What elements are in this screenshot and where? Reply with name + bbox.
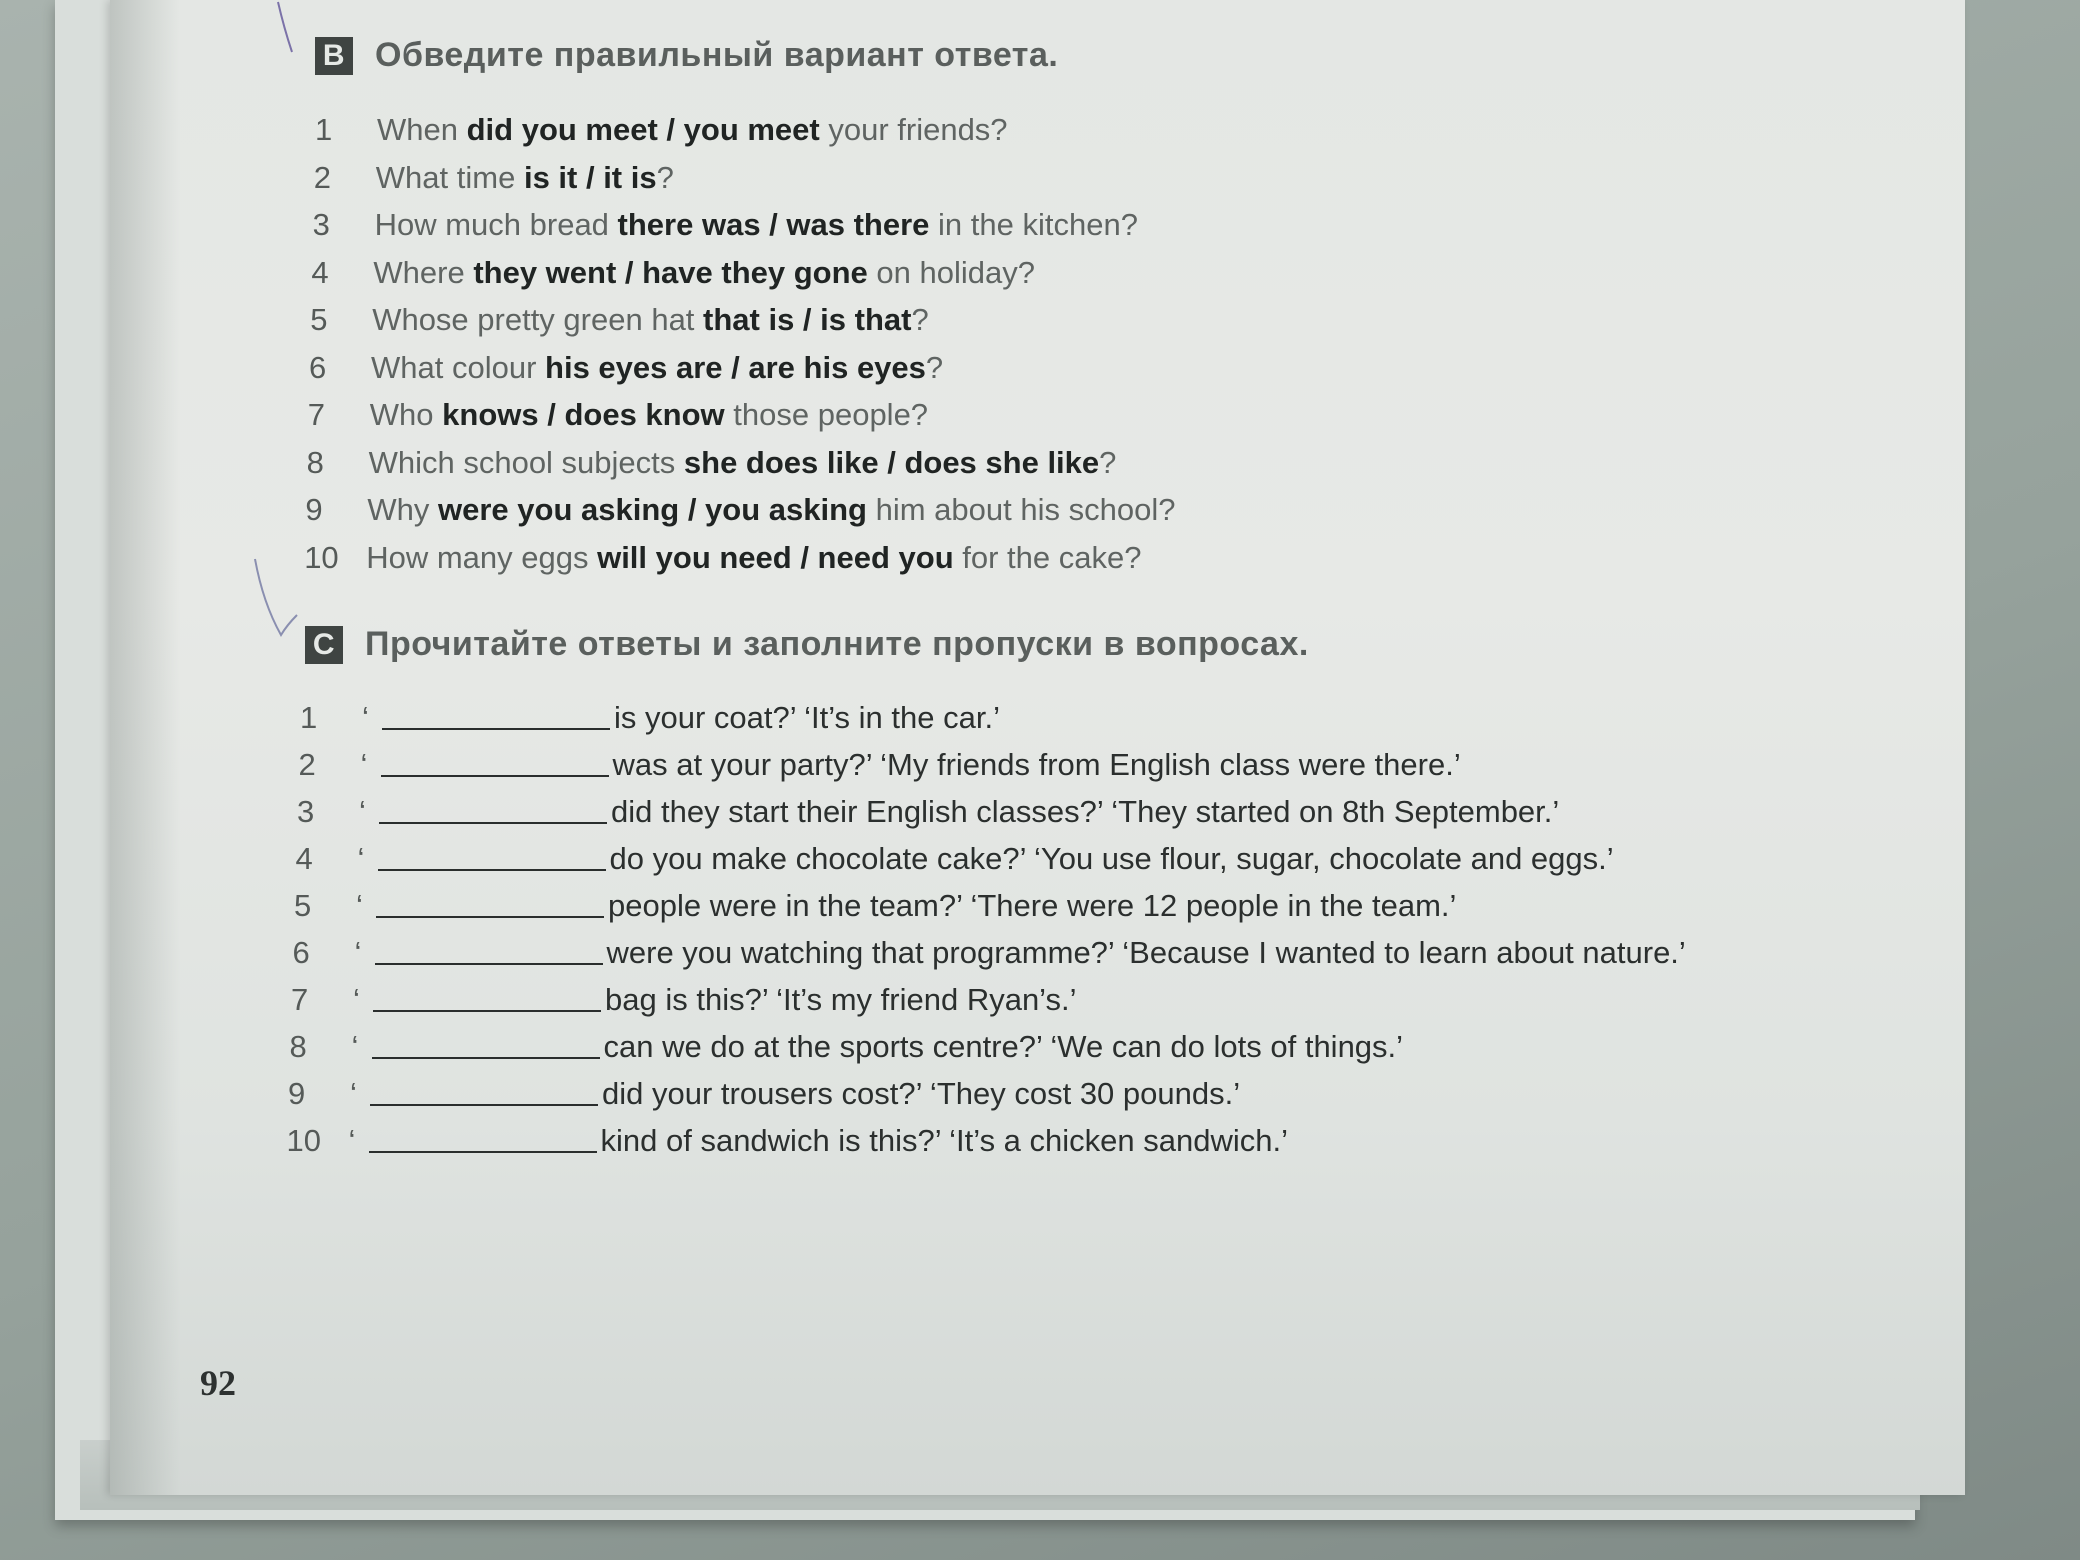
section-c-instruction: Прочитайте ответы и заполните пропуски в вопросах. <box>365 625 1309 663</box>
answer-options[interactable]: did you meet / you meet <box>466 112 820 147</box>
question-item <box>308 397 928 433</box>
question-text-end: for the cake? <box>953 539 1142 575</box>
section-c-heading <box>305 625 1309 664</box>
question-number: 9 <box>305 492 323 527</box>
question-item <box>304 540 1141 576</box>
answer-blank[interactable] <box>376 915 604 918</box>
question-text: What colour <box>371 349 546 385</box>
answer-blank[interactable] <box>378 868 606 871</box>
question-text-end: ? <box>1099 444 1117 480</box>
opening-quote: ‘ <box>351 1029 359 1064</box>
answer-blank[interactable] <box>372 1056 600 1059</box>
item-number: 3 <box>297 794 315 829</box>
opening-quote: ‘ <box>356 888 363 923</box>
section-c-badge: C <box>305 626 343 664</box>
question-text: When <box>377 112 467 147</box>
question-text-end: ? <box>911 302 929 337</box>
section-b-instruction: Обведите правильный вариант ответа. <box>375 36 1059 74</box>
spine-shadow <box>110 0 180 1495</box>
item-number: 7 <box>291 982 309 1017</box>
item-number: 10 <box>286 1123 321 1158</box>
item-text: people were in the team?’ ‘There were 12 people in the team.’ <box>608 888 1457 923</box>
item-text: bag is this?’ ‘It’s my friend Ryan’s.’ <box>605 982 1077 1017</box>
question-item <box>314 160 674 196</box>
item-text: do you make chocolate cake?’ ‘You use flour, sugar, chocolate and eggs.’ <box>609 841 1614 876</box>
question-number: 10 <box>304 539 339 575</box>
gap-fill-item <box>294 888 1456 924</box>
question-text-end: ? <box>656 159 674 195</box>
question-text-end: him about his school? <box>867 492 1176 527</box>
question-number: 3 <box>312 207 330 242</box>
section-b-badge: B <box>315 37 353 75</box>
answer-options[interactable]: his eyes are / are his eyes <box>545 349 926 385</box>
opening-quote: ‘ <box>354 935 362 970</box>
question-text: How many eggs <box>366 539 598 575</box>
question-text: Whose pretty green hat <box>372 302 704 337</box>
answer-blank[interactable] <box>382 727 610 730</box>
opening-quote: ‘ <box>350 1076 357 1111</box>
answer-blank[interactable] <box>381 774 609 777</box>
page-number: 92 <box>200 1363 236 1403</box>
answer-options[interactable]: that is / is that <box>703 302 912 337</box>
question-item <box>307 445 1117 481</box>
gap-fill-item <box>288 1076 1240 1112</box>
question-item <box>305 492 1175 528</box>
answer-options[interactable]: will you need / need you <box>597 539 954 575</box>
question-item <box>311 255 1035 291</box>
answer-blank[interactable] <box>370 1103 598 1106</box>
item-number: 1 <box>300 700 318 735</box>
question-text: How much bread <box>374 207 618 242</box>
question-item <box>309 350 943 386</box>
gap-fill-item <box>300 700 1000 736</box>
question-number: 1 <box>315 112 333 147</box>
item-text: was at your party?’ ‘My friends from English class were there.’ <box>612 747 1461 782</box>
opening-quote: ‘ <box>357 841 365 876</box>
question-number: 2 <box>313 159 332 195</box>
item-text: were you watching that programme?’ ‘Because I wanted to learn about nature.’ <box>606 935 1686 970</box>
gap-fill-item <box>293 935 1686 971</box>
gap-fill-item <box>287 1123 1289 1159</box>
question-item <box>313 207 1138 243</box>
question-number: 7 <box>307 397 326 432</box>
opening-quote: ‘ <box>360 747 368 782</box>
answer-blank[interactable] <box>369 1150 597 1153</box>
gap-fill-item <box>296 841 1614 877</box>
answer-options[interactable]: were you asking / you asking <box>438 492 867 527</box>
question-number: 5 <box>310 302 328 337</box>
question-text-end: ? <box>925 349 944 385</box>
answer-blank[interactable] <box>379 821 607 824</box>
answer-options[interactable]: knows / does know <box>442 397 725 432</box>
item-number: 9 <box>288 1076 306 1111</box>
question-number: 8 <box>306 444 324 480</box>
question-text: Why <box>367 492 439 527</box>
answer-blank[interactable] <box>375 962 603 965</box>
item-text: kind of sandwich is this?’ ‘It’s a chicken sandwich.’ <box>600 1123 1288 1158</box>
answer-options[interactable]: they went / have they gone <box>473 254 868 290</box>
pen-mark-top <box>270 0 300 60</box>
item-number: 4 <box>295 841 313 876</box>
question-number: 4 <box>311 254 329 290</box>
gap-fill-item <box>299 747 1461 783</box>
item-number: 5 <box>294 888 312 923</box>
item-text: did your trousers cost?’ ‘They cost 30 pounds.’ <box>602 1076 1241 1111</box>
question-text-end: in the kitchen? <box>929 207 1138 242</box>
question-item <box>310 302 929 338</box>
pen-mark-check <box>245 555 305 645</box>
opening-quote: ‘ <box>359 794 366 829</box>
question-text: What time <box>375 159 524 195</box>
opening-quote: ‘ <box>348 1123 356 1158</box>
question-number: 6 <box>309 349 327 385</box>
answer-blank[interactable] <box>373 1009 601 1012</box>
answer-options[interactable]: is it / it is <box>523 159 657 195</box>
question-text: Who <box>369 397 443 432</box>
item-number: 8 <box>289 1029 307 1064</box>
question-item <box>315 112 1008 148</box>
question-text-end: those people? <box>724 397 929 432</box>
answer-options[interactable]: she does like / does she like <box>683 444 1100 480</box>
item-number: 6 <box>292 935 310 970</box>
question-text: Which school subjects <box>368 444 684 480</box>
section-b-heading <box>315 36 1058 75</box>
item-text: can we do at the sports centre?’ ‘We can do lots of things.’ <box>603 1029 1404 1064</box>
item-number: 2 <box>298 747 316 782</box>
item-text: did they start their English classes?’ ‘They started on 8th September.’ <box>611 794 1560 829</box>
gap-fill-item <box>297 794 1559 830</box>
answer-options[interactable]: there was / was there <box>617 207 930 242</box>
question-text-end: on holiday? <box>867 254 1035 290</box>
opening-quote: ‘ <box>362 700 369 735</box>
opening-quote: ‘ <box>353 982 360 1017</box>
item-text: is your coat?’ ‘It’s in the car.’ <box>614 700 1000 735</box>
gap-fill-item <box>290 1029 1404 1065</box>
question-text-end: your friends? <box>819 112 1008 147</box>
gap-fill-item <box>291 982 1077 1018</box>
question-text: Where <box>373 254 474 290</box>
